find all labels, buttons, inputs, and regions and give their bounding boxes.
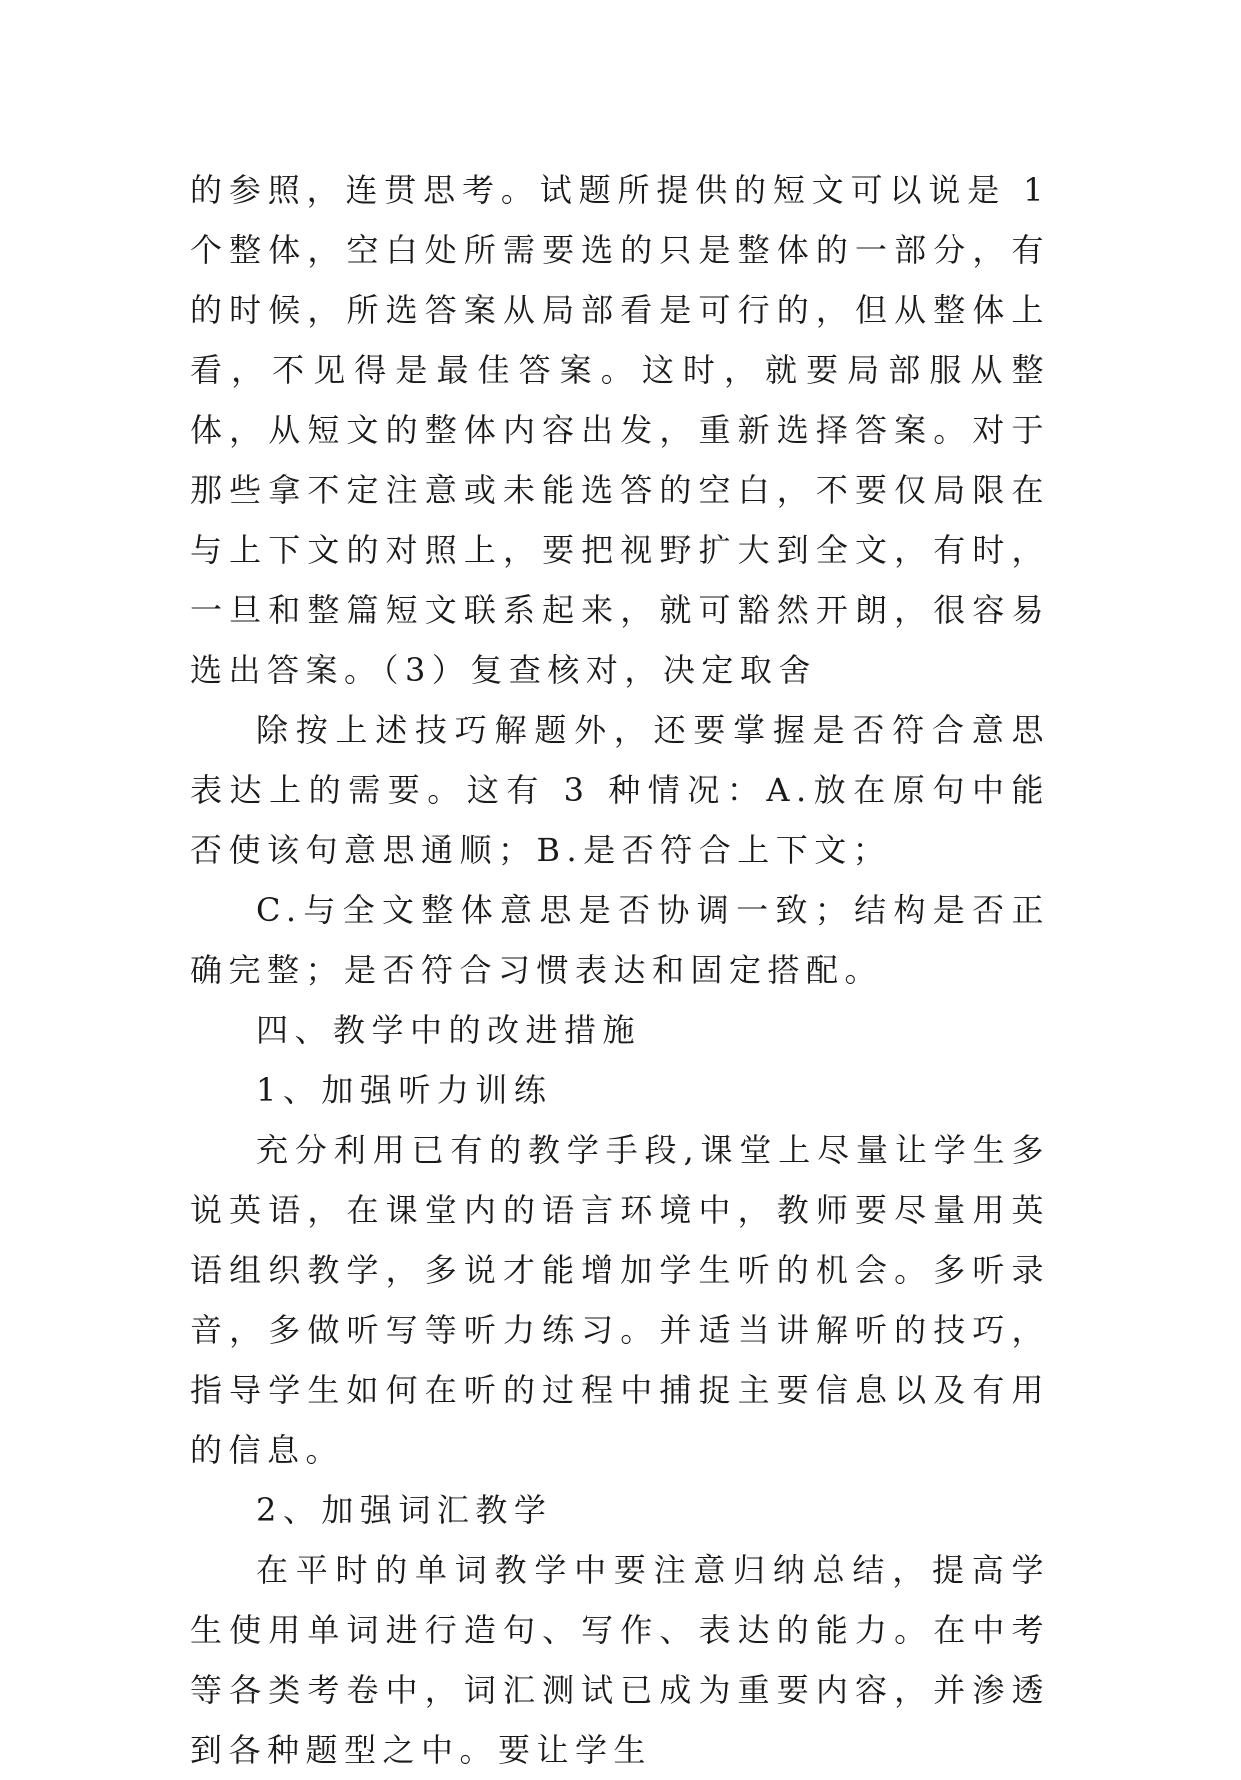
subheading-vocabulary-teaching: 2、加强词汇教学 xyxy=(256,1491,553,1529)
subheading-listening-training: 1、加强听力训练 xyxy=(256,1071,553,1109)
paragraph-2: 除按上述技巧解题外，还要掌握是否符合意思表达上的需要。这有 3 种情况：A.放在原句中能否使该句意思通顺；B.是否符合上下文； xyxy=(190,711,1050,869)
document-page xyxy=(190,160,1050,1780)
paragraph-listening: 充分利用已有的教学手段,课堂上尽量让学生多说英语，在课堂内的语言环境中，教师要尽量用英语组织教学，多说才能增加学生听的机会。多听录音，多做听写等听力练习。并适当讲解听的技巧，指导学生如何在听的过程中捕捉主要信息以及有用的信息。 xyxy=(190,1131,1050,1469)
paragraph-vocabulary: 在平时的单词教学中要注意归纳总结，提高学生使用单词进行造句、写作、表达的能力。在中考等各类考卷中，词汇测试已成为重要内容，并渗透到各种题型之中。要让学生 xyxy=(190,1551,1050,1769)
paragraph-1: 的参照，连贯思考。试题所提供的短文可以说是 1 个整体，空白处所需要选的只是整体的一部分，有的时候，所选答案从局部看是可行的，但从整体上看，不见得是最佳答案。这时，就要局部服从整体，从短文的整体内容出发，重新选择答案。对于那些拿不定注意或未能选答的空白，不要仅局限在与上下文的对照上，要把视野扩大到全文，有时，一旦和整篇短文联系起来，就可豁然开朗，很容易选出答案。（3）复查核对，决定取舍 xyxy=(190,171,1050,689)
paragraph-3: C.与全文整体意思是否协调一致；结构是否正确完整；是否符合习惯表达和固定搭配。 xyxy=(190,891,1050,989)
section-heading-improvement-measures: 四、教学中的改进措施 xyxy=(256,1011,642,1049)
